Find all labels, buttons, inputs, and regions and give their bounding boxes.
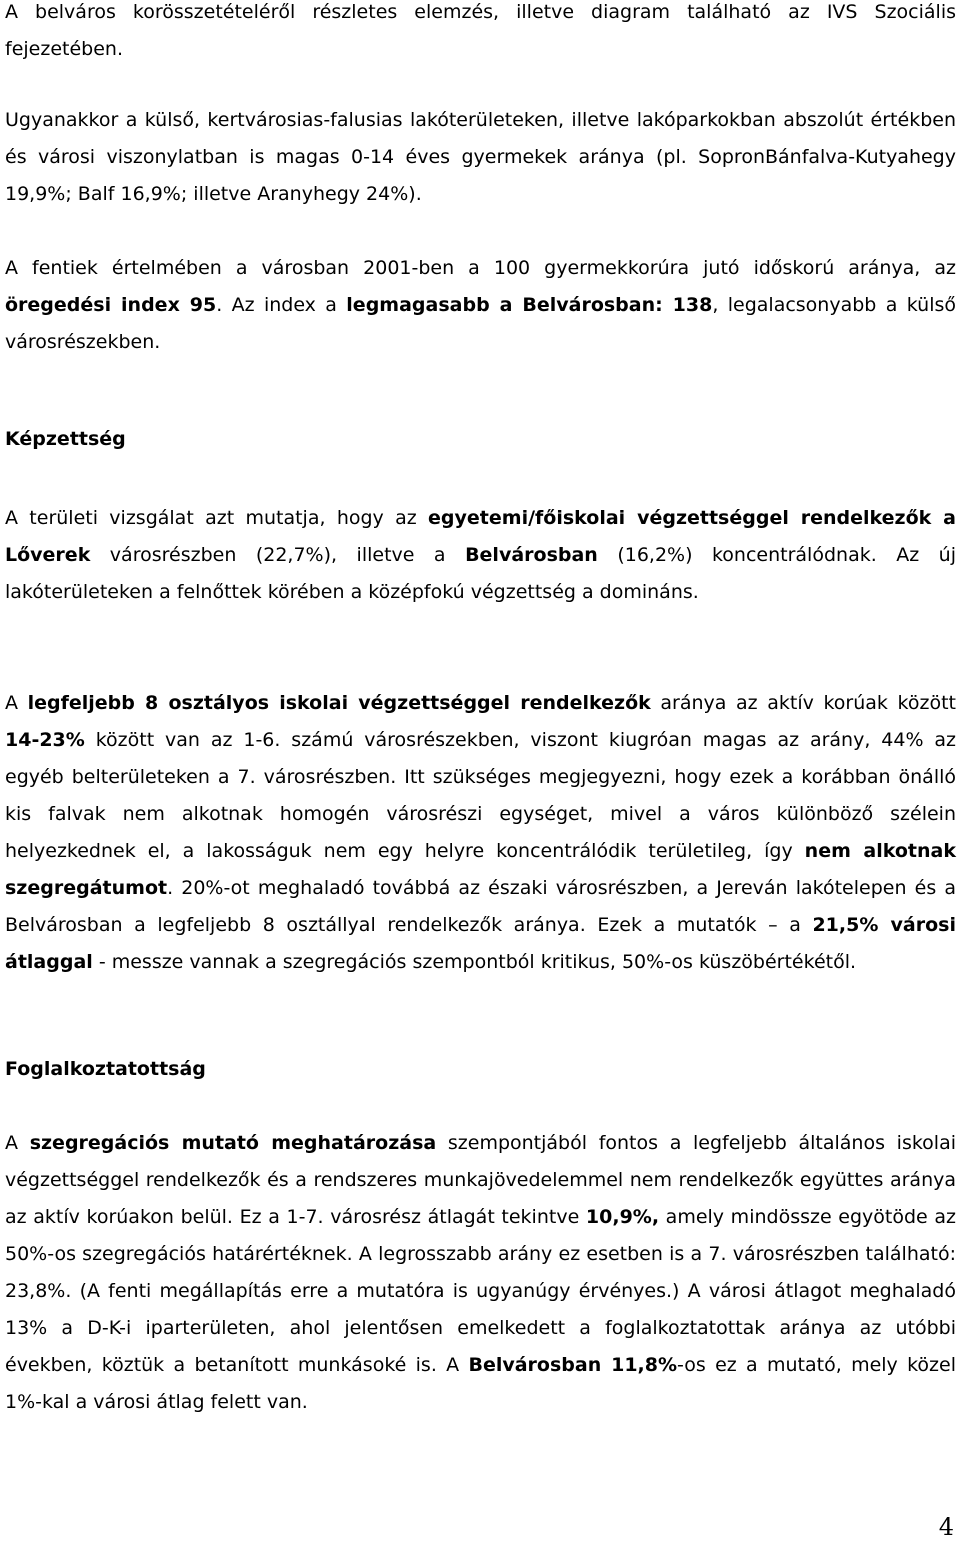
paragraph-belvaros-korosszetetel [5, 0, 956, 68]
bold-text-run: Belvárosban [465, 544, 598, 566]
bold-text-run: Belvárosban 11,8% [468, 1354, 678, 1376]
bold-text-run: 21,5% városi átlaggal [5, 914, 956, 973]
text-run: városrészben (22,7%), illetve a [90, 544, 466, 566]
text-run: . 20%-ot meghaladó továbbá az északi városrészben, a Jereván lakótelepen és a Belvárosban a legfeljebb 8 osztállyal rendelkezők aránya. Ezek a mutatók – a [5, 877, 956, 936]
text-run: szempontjából fontos a legfeljebb általános iskolai végzettséggel rendelkezők és a rendszeres munkajövedelemmel nem rendelkezők együttes aránya az aktív korúakon belül. Ez a 1-7. városrész átlagát tekintve [5, 1132, 956, 1228]
text-run: . Az index a [216, 294, 347, 316]
bold-text-run: 14-23% [5, 729, 85, 751]
text-run: A [5, 692, 28, 714]
bold-text-run: 10,9%, [585, 1206, 660, 1228]
paragraph-teruleti-vizsgalat [5, 500, 956, 611]
text-run: aránya az aktív korúak között [650, 692, 956, 714]
paragraph-oregedesi-index [5, 250, 956, 361]
text-run: között van az 1-6. számú városrészekben, viszont kiugróan magas az arány, 44% az egyéb belterületeken a 7. városrészben. Itt szükséges megjegyezni, hogy ezek a korábban önálló kis falvak nem alkotnak homogén városrészi egységet, mivel a város különböző szélein helyezkednek el, a lakosságuk nem egy helyre koncentrálódik területileg, így [5, 729, 956, 862]
text-run: A fentiek értelmében a városban 2001-ben a 100 gyermekkorúra jutó időskorú aránya, az [5, 257, 956, 279]
text-run: A területi vizsgálat azt mutatja, hogy az [5, 507, 429, 529]
page-number: 4 [938, 1513, 954, 1541]
bold-text-run: öregedési index 95 [5, 294, 217, 316]
paragraph-text: Ugyanakkor a külső, kertvárosias-falusias lakóterületeken, illetve lakóparkokban abszolút értékben és városi viszonylatban is magas 0-14 éves gyermekek aránya (pl. SopronBánfalva-Kutyahegy 19,9%; Balf 16,9%; illetve Aranyhegy 24%). [5, 109, 956, 205]
bold-text-run: nem alkotnak szegregátumot [5, 840, 956, 899]
paragraph-szegregacios-mutato [5, 1125, 956, 1421]
text-run: , legalacsonyabb a külső városrészekben. [5, 294, 956, 353]
paragraph-text: A belváros korösszetételéről részletes elemzés, illetve diagram található az IVS Szociális fejezetében. [5, 1, 956, 60]
text-run: - messze vannak a szegregációs szempontból kritikus, 50%-os küszöbértékétől. [92, 951, 857, 973]
bold-text-run: legmagasabb a Belvárosban: 138 [346, 294, 713, 316]
section-heading-kepzettseg: Képzettség [5, 428, 126, 450]
text-run: (16,2%) koncentrálódnak. Az új lakóterületeken a felnőttek körében a középfokú végzettség a domináns. [5, 544, 956, 603]
text-run: amely mindössze egyötöde az 50%-os szegregációs határértéknek. A legrosszabb arány ez esetben is a 7. városrészben található: 23,8%. (A fenti megállapítás erre a mutatóra is ugyanúgy érvényes.) A városi átlagot meghaladó 13% a D-K-i iparterületen, ahol jelentősen emelkedett a foglalkoztatottak aránya az utóbbi években, köztük a betanított munkásoké is. A [5, 1206, 956, 1376]
text-run: A [5, 1132, 30, 1154]
paragraph-legfeljebb-8-osztaly [5, 685, 956, 981]
bold-text-run: szegregációs mutató meghatározása [29, 1132, 437, 1154]
bold-text-run: legfeljebb 8 osztályos iskolai végzettséggel rendelkezők [27, 692, 651, 714]
paragraph-kulso-lakoteruletek [5, 102, 956, 213]
section-heading-foglalkoztatottsag: Foglalkoztatottság [5, 1058, 206, 1080]
bold-text-run: egyetemi/főiskolai végzettséggel rendelkezők a Lőverek [5, 507, 956, 566]
text-run: -os ez a mutató, mely közel 1%-kal a városi átlag felett van. [5, 1354, 956, 1413]
